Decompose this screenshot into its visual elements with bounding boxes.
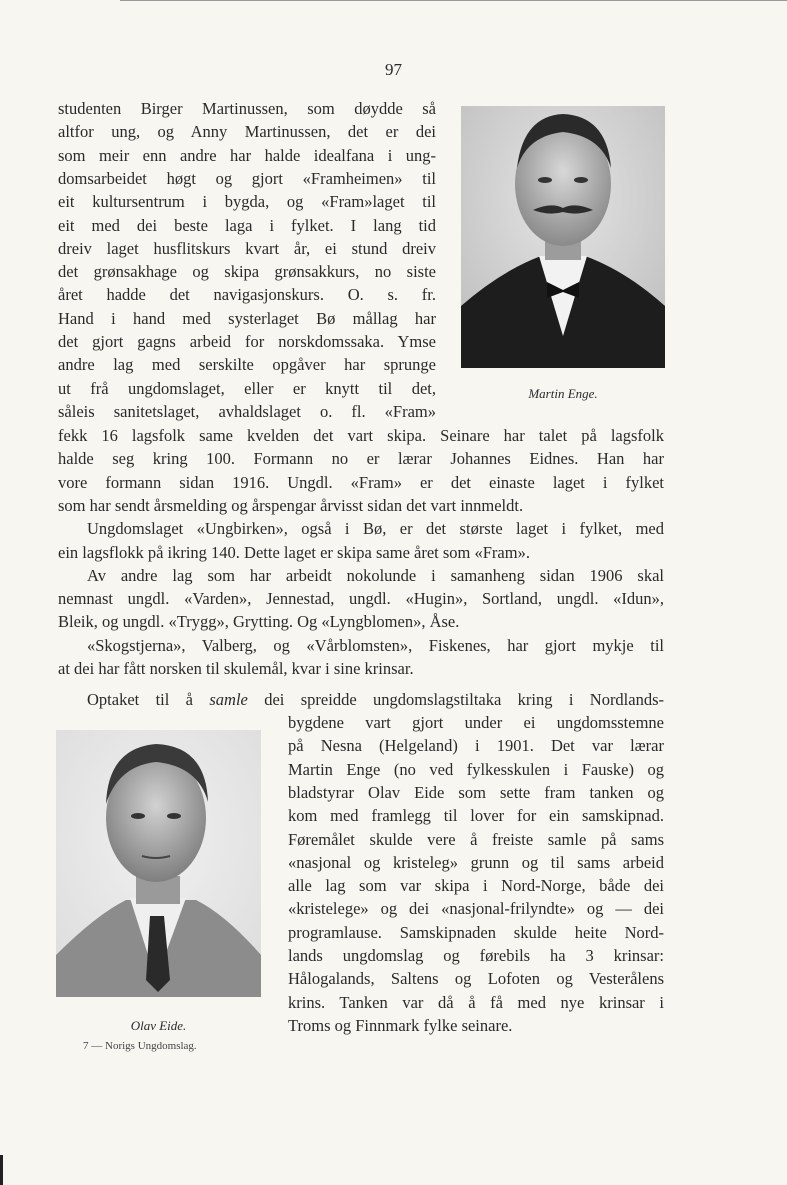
top-line-14: såleis sanitetslaget, avhaldslaget o. fl. «Fram»	[58, 401, 436, 421]
top-line-10: Hand i hand med systerlaget Bø mållag har	[58, 308, 436, 328]
full-line-3: vore formann sidan 1916. Ungdl. «Fram» er det einaste laget i fylket	[58, 472, 664, 492]
right-line-13: krins. Tanken var då å få med nye krinsar i	[288, 992, 664, 1012]
top-line-13: ut frå ungdomslaget, eller er knytt til det,	[58, 378, 436, 398]
right-line-1: bygdene vart gjort under ei ungdomsstemne	[288, 713, 664, 732]
right-line-8: alle lag som var skipa i Nord-Norge, både dei	[288, 876, 664, 896]
top-line-6: eit med dei beste laga i fylket. I lang tid	[58, 215, 436, 235]
right-line-7: «nasjonal og kristeleg» grunn og til sams arbeid	[288, 852, 664, 872]
full-line-10: «Skogstjerna», Valberg, og «Vårblomsten», Fiskenes, har gjort mykje til	[87, 635, 664, 655]
top-line-7: dreiv laget husflitskurs kvart år, ei stund dreiv	[58, 238, 436, 258]
right-line-5: kom med framlegg til lover for ein samskipnad.	[288, 806, 664, 826]
split-line	[87, 688, 664, 711]
right-line-9: «kristelege» og dei «nasjonal-frilyndte» og — dei	[288, 899, 664, 919]
full-line-7: Av andre lag som har arbeidt nokolunde i samanheng sidan 1906 skal	[87, 565, 664, 585]
full-line-4: som har sendt årsmelding og årspengar årvisst sidan det vart innmeldt.	[58, 495, 524, 515]
top-line-12: andre lag med serskilte opgåver har sprunge	[58, 355, 436, 375]
top-line-5: eit kultursentrum i bygda, og «Fram»laget til	[58, 192, 436, 212]
full-line-5: Ungdomslaget «Ungbirken», også i Bø, er det største laget i fylket, med	[87, 519, 664, 539]
full-line-2: halde seg kring 100. Formann no er lærar Johannes Eidnes. Han har	[58, 449, 664, 469]
olav-eide-portrait	[56, 730, 261, 997]
full-line-1: fekk 16 lagsfolk same kvelden det vart skipa. Seinare har talet på lagsfolk	[58, 426, 664, 445]
top-edge-line	[120, 0, 787, 1]
right-line-6: Føremålet skulde vere å freiste samle på sams	[288, 829, 664, 849]
split-italic: samle	[209, 690, 248, 709]
left-edge-mark	[0, 1155, 3, 1185]
right-line-14: Troms og Finnmark fylke seinare.	[288, 1015, 513, 1035]
top-line-8: det grønsakhage og skipa grønsakkurs, no siste	[58, 262, 436, 282]
right-line-2: på Nesna (Helgeland) i 1901. Det var lærar	[288, 736, 664, 756]
top-line-1: studenten Birger Martinussen, som døydde så	[58, 99, 436, 118]
split-left: Optaket til å	[87, 690, 194, 709]
olav-eide-caption: Olav Eide.	[130, 1018, 187, 1033]
right-line-10: programlause. Samskipnaden skulde heite Nord-	[288, 922, 664, 942]
right-line-12: Hålogalands, Saltens og Lofoten og Vesterålens	[288, 969, 664, 989]
full-line-6: ein lagsflokk på ikring 140. Dette laget er skipa same året som «Fram».	[58, 542, 530, 562]
page-number: 97	[385, 60, 402, 79]
top-line-4: domsarbeidet høgt og gjort «Framheimen» til	[58, 168, 436, 188]
full-line-8: nemnast ungdl. «Varden», Jennestad, ungdl. «Hugin», Sortland, ungdl. «Idun»,	[58, 589, 664, 609]
martin-enge-caption: Martin Enge.	[528, 386, 598, 401]
top-line-11: det gjort gagns arbeid for norskdomssaka. Ymse	[58, 332, 436, 351]
top-line-3: som meir enn andre har halde idealfana i ung-	[58, 145, 436, 165]
printer-signature: 7 — Norigs Ungdomslag.	[83, 1040, 197, 1052]
full-line-9: Bleik, og ungdl. «Trygg», Grytting. Og «Lyngblomen», Åse.	[58, 612, 460, 632]
right-line-11: lands ungdomslag og førebils ha 3 krinsar:	[288, 946, 664, 965]
full-line-11: at dei har fått norsken til skulemål, kvar i sine krinsar.	[58, 659, 414, 678]
right-line-3: Martin Enge (no ved fylkesskulen i Fauske) og	[288, 759, 664, 779]
top-line-9: året hadde det navigasjonskurs. O. s. fr.	[58, 285, 436, 305]
right-line-4: bladstyrar Olav Eide som sette fram tanken og	[288, 782, 664, 802]
split-right: dei spreidde ungdomslagstiltaka kring i Nordlands-	[264, 690, 665, 709]
top-line-2: altfor ung, og Anny Martinussen, det er dei	[58, 122, 436, 142]
martin-enge-portrait	[461, 106, 665, 368]
